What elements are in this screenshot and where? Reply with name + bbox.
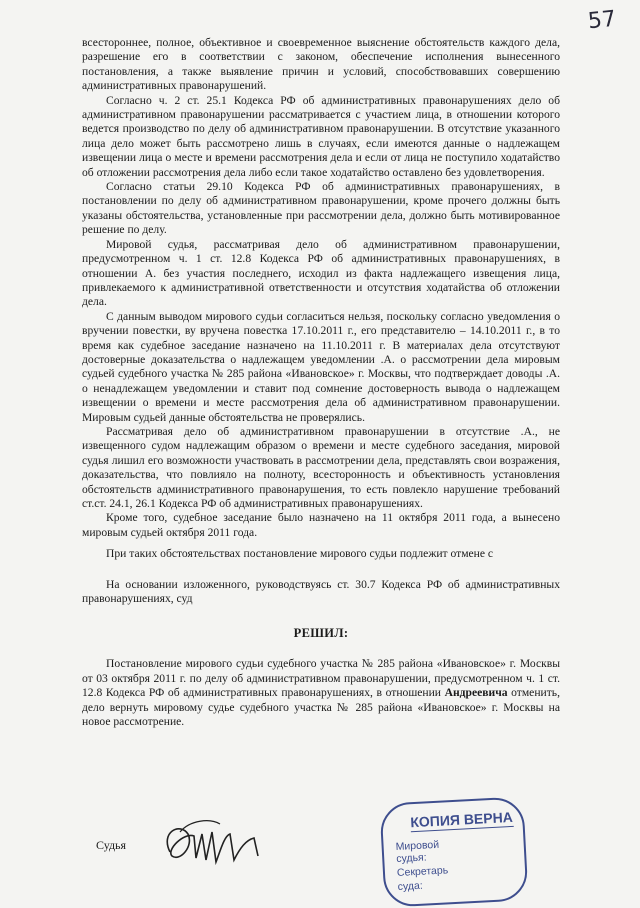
paragraph-8: При таких обстоятельствах постановление мирового судьи подлежит отмене с bbox=[106, 547, 494, 561]
stamp-title: КОПИЯ ВЕРНА bbox=[409, 808, 514, 831]
paragraph-3: Согласно статьи 29.10 Кодекса РФ об административных правонарушениях, в постановлении по делу об административном правонарушении, кроме прочего должны быть указаны обстоятельства, установленные при рассмотрении дела, должно быть мотивированное решение по делу. bbox=[82, 180, 560, 237]
paragraph-5: С данным выводом мирового судьи согласиться нельзя, поскольку согласно уведомления о вручении повестки, ву вручена повестка 17.10.2011 г., его представителю – 14.10.2011 г., в то время как судебное заседание назначено на 11.10.2011 г. В материалах дела отсутствуют достоверные доказательства о надлежащем уведомлении .А. о рассмотрении дела мировым судьей судебного участка № 285 района «Ивановское» г. Москвы, что подтверждает доводы .А. о ненадлежащем уведомлении и ставит под сомнение достоверность вывода о надлежащем извещении о времени и месте рассмотрения дела об административном правонарушении. Мировым судьей данные обстоятельства не проверялись. bbox=[82, 309, 560, 424]
judge-label: Судья bbox=[96, 838, 127, 852]
signature-image bbox=[150, 812, 280, 872]
decision-text-2: отменить, дело вернуть мировому судье судебного участка № 285 района «Ивановское» г. Москвы на новое рассмотрение. bbox=[82, 686, 560, 729]
paragraph-4: Мировой судья, рассматривая дело об административном правонарушении, предусмотренном ч. 1 ст. 12.8 Кодекса РФ об административных правонарушениях, в отношении А. без участия последнего, исходил из факта надлежащего извещения лица, привлекаемого к административной ответственности и отсутствия ходатайства об отложении дела. bbox=[82, 237, 560, 309]
decision-text-1: Постановление мирового судьи судебного участка № 285 района «Ивановское» г. Москвы от 03 октября 2011 г. по делу об административном правонарушении, предусмотренном ч. 1 ст. 12.8 Кодекса РФ об административных правонарушениях, в отношении bbox=[82, 657, 560, 700]
paragraph-1: всестороннее, полное, объективное и своевременное выяснение обстоятельств каждого дела, разрешение его в соответствии с законом, обеспечение исполнения вынесенного постановления, а также выявление причин и условий, способствовавших совершению административных правонарушений. bbox=[82, 36, 560, 93]
paragraph-9: На основании изложенного, руководствуясь ст. 30.7 Кодекса РФ об административных правонарушениях, суд bbox=[82, 577, 560, 606]
paragraph-6: Рассматривая дело об административном правонарушении в отсутствие .А., не извещенного судом надлежащим образом о времени и месте судебного заседания, мировой судья лишил его возможности участвовать в рассмотрении дела, представлять свои возражения, доказательства, что повлияло на полноту, всесторонность и объективность установления обстоятельств административного правонарушения, то есть повлекло нарушение требований ст.ст. 24.1, 26.1 Кодекса РФ об административных правонарушениях. bbox=[82, 424, 560, 510]
stamp-line-2: судья: bbox=[395, 851, 427, 866]
page-number: 57 bbox=[586, 6, 618, 35]
copy-certified-stamp bbox=[379, 796, 528, 907]
stamp-line-3: Секретарь bbox=[396, 864, 449, 880]
decision-heading: РЕШИЛ: bbox=[293, 626, 349, 641]
stamp-line-1: Мировой bbox=[395, 838, 440, 854]
paragraph-7: Кроме того, судебное заседание было назначено на 11 октября 2011 года, а вынесено мировым судьей октября 2011 года. bbox=[82, 511, 560, 539]
decision-name-bold: Андреевича bbox=[444, 686, 508, 700]
stamp-line-4: суда: bbox=[397, 879, 424, 893]
paragraph-2: Согласно ч. 2 ст. 25.1 Кодекса РФ об административных правонарушениях дело об административном правонарушении рассматривается с участием лица, в отношении которого ведется производство по делу об административном правонарушении. В отсутствие указанного лица дело может быть рассмотрено лишь в случаях, если имеются данные о надлежащем извещении лица о месте и времени рассмотрения дела и если от лица не поступило ходатайство об отложении рассмотрения дела либо если такое ходатайство оставлено без удовлетворения. bbox=[82, 93, 560, 179]
document-body bbox=[82, 36, 560, 729]
decision-paragraph bbox=[82, 657, 560, 729]
